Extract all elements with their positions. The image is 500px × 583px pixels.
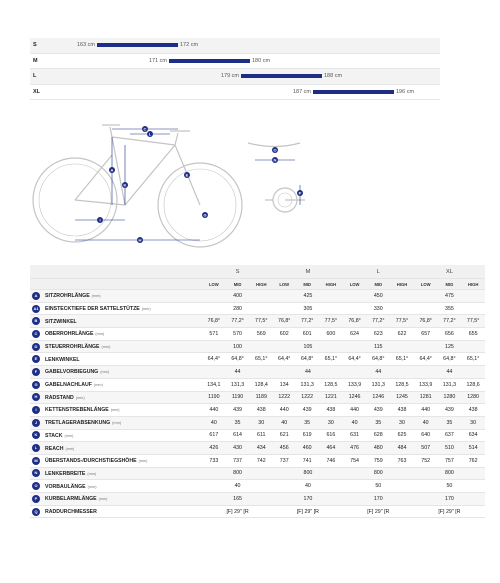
row-value: 623 [366, 328, 390, 341]
header-size-xl: XL [414, 265, 485, 279]
row-value: 35 [295, 416, 319, 429]
row-value: 50 [343, 480, 414, 493]
row-badge: M [32, 457, 40, 465]
row-value: 64,8° [295, 353, 319, 366]
row-badge: A [32, 292, 40, 300]
row-value: 65,1° [319, 353, 343, 366]
size-chart-row [30, 85, 440, 101]
size-chart [30, 38, 440, 100]
row-unit: (mm) [87, 471, 97, 476]
subheader-high: HIGH [249, 279, 273, 290]
row-value: 763 [390, 454, 414, 467]
row-value: 131,3 [366, 378, 390, 391]
row-value: [F] 29" [R [414, 505, 485, 518]
subheader-low: LOW [273, 279, 295, 290]
row-value: 640 [414, 429, 438, 442]
row-value: 77,2° [295, 315, 319, 328]
row-value: 77,5° [390, 315, 414, 328]
row-value: 484 [390, 442, 414, 455]
row-value: 125 [414, 340, 485, 353]
row-value: 100 [202, 340, 273, 353]
row-value: 440 [414, 404, 438, 417]
row-label-cell [30, 315, 202, 328]
row-value: 1245 [390, 391, 414, 404]
row-unit: (mm) [110, 408, 120, 413]
subheader-high: HIGH [390, 279, 414, 290]
row-value: 134,1 [202, 378, 226, 391]
row-value: 622 [390, 328, 414, 341]
subheader-high: HIGH [319, 279, 343, 290]
row-value: 133,9 [414, 378, 438, 391]
size-max: 172 cm [180, 42, 199, 48]
row-value: 77,5° [319, 315, 343, 328]
row-value: 76,8° [273, 315, 295, 328]
row-label-cell [30, 340, 202, 353]
size-chart-row [30, 38, 440, 54]
size-range-bar [313, 90, 394, 94]
row-badge: K [32, 431, 40, 439]
row-badge: O [32, 482, 40, 490]
row-value: 800 [202, 467, 273, 480]
size-label: M [33, 57, 38, 64]
row-value: 426 [202, 442, 226, 455]
row-value: 476 [343, 442, 367, 455]
row-value: 355 [414, 302, 485, 315]
table-header-row [30, 265, 485, 279]
header-size-s: S [202, 265, 273, 279]
row-value: 64,4° [273, 353, 295, 366]
row-name: GABELNACHLAUF [45, 382, 92, 389]
row-value: 65,1° [390, 353, 414, 366]
size-min: 187 cm [292, 88, 311, 95]
label-g: G [203, 212, 207, 218]
row-value: 619 [295, 429, 319, 442]
row-value: 657 [414, 328, 438, 341]
row-badge: Q [32, 508, 40, 516]
row-value: 569 [249, 328, 273, 341]
row-value: 280 [202, 302, 273, 315]
row-label-cell [30, 493, 202, 506]
row-unit: (mm) [64, 433, 74, 438]
row-value: 131,3 [226, 378, 250, 391]
row-value: 439 [226, 404, 250, 417]
row-value: 1222 [295, 391, 319, 404]
row-value: 305 [273, 302, 343, 315]
row-value: 456 [273, 442, 295, 455]
row-value: 1246 [366, 391, 390, 404]
row-value: 737 [273, 454, 295, 467]
row-value: 131,3 [295, 378, 319, 391]
row-name: REACH [45, 445, 64, 452]
row-badge: I [32, 406, 40, 414]
table-row [30, 480, 485, 493]
row-name: LENKWINKEL [45, 356, 80, 363]
row-name: KURBELARMLÄNGE [45, 496, 97, 503]
row-value: 439 [366, 404, 390, 417]
row-value: 170 [343, 493, 414, 506]
subheader-low: LOW [202, 279, 226, 290]
row-value: 44 [202, 366, 273, 379]
label-e: E [185, 172, 189, 178]
row-value: 439 [295, 404, 319, 417]
row-value: 757 [438, 454, 462, 467]
row-value: 759 [366, 454, 390, 467]
size-max: 196 cm [396, 88, 415, 95]
row-value: 77,2° [226, 315, 250, 328]
row-name: GABELVORBIEGUNG [45, 369, 99, 376]
row-value: 400 [202, 290, 273, 303]
row-value: 64,4° [343, 353, 367, 366]
row-value: 165 [202, 493, 273, 506]
row-value: 128,4 [249, 378, 273, 391]
label-a: A [110, 167, 114, 173]
row-value: 76,8° [414, 315, 438, 328]
table-row [30, 404, 485, 417]
row-badge: B [32, 317, 40, 325]
row-unit: (mm) [98, 497, 108, 502]
row-label-cell [30, 480, 202, 493]
row-value: 77,5° [249, 315, 273, 328]
row-unit: (mm) [141, 306, 151, 311]
row-value: 742 [249, 454, 273, 467]
row-value: 440 [202, 404, 226, 417]
row-value: 625 [390, 429, 414, 442]
table-subheader-row [30, 279, 485, 290]
row-name: OBERROHRLÄNGE [45, 331, 94, 338]
row-unit: (mm) [95, 332, 105, 337]
size-max: 180 cm [252, 57, 271, 64]
row-value: 656 [438, 328, 462, 341]
table-row [30, 429, 485, 442]
row-badge: L [32, 444, 40, 452]
row-value: 737 [226, 454, 250, 467]
size-label: XL [33, 88, 41, 95]
size-min: 179 cm [220, 73, 239, 79]
row-value: 35 [366, 416, 390, 429]
bike-geometry-diagram [0, 105, 500, 255]
table-row [30, 442, 485, 455]
row-value: 464 [319, 442, 343, 455]
row-unit: (mm) [87, 484, 97, 489]
row-value: 439 [438, 404, 462, 417]
row-value: 40 [202, 416, 226, 429]
row-value: 1222 [273, 391, 295, 404]
label-i: I [99, 217, 101, 223]
row-value: 440 [343, 404, 367, 417]
row-value: 64,8° [366, 353, 390, 366]
row-name: SITZROHRLÄNGE [45, 293, 90, 300]
handlebar [248, 143, 300, 147]
row-value: 631 [343, 429, 367, 442]
row-unit: (mm) [138, 459, 148, 464]
row-value: 570 [226, 328, 250, 341]
row-label-cell [30, 505, 202, 518]
row-value: 76,8° [343, 315, 367, 328]
label-c: C [143, 126, 147, 132]
row-badge: H [32, 393, 40, 401]
row-badge: D [32, 343, 40, 351]
row-value: 1280 [461, 391, 485, 404]
subheader-high: HIGH [461, 279, 485, 290]
table-row [30, 505, 485, 518]
size-label: L [33, 73, 37, 79]
row-value: 40 [343, 416, 367, 429]
row-label-cell [30, 467, 202, 480]
row-value: 44 [414, 366, 485, 379]
subheader-mid: MID [295, 279, 319, 290]
subheader-mid: MID [438, 279, 462, 290]
row-value: 754 [343, 454, 367, 467]
row-value: 1280 [438, 391, 462, 404]
label-k: K [123, 182, 127, 188]
row-value: 438 [249, 404, 273, 417]
row-name: RADDURCHMESSER [45, 508, 97, 515]
row-label-cell [30, 416, 202, 429]
row-value: 621 [273, 429, 295, 442]
row-value: 134 [273, 378, 295, 391]
label-p: P [298, 190, 302, 196]
header-label-cell [30, 265, 202, 279]
row-label-cell [30, 378, 202, 391]
subheader-low: LOW [414, 279, 438, 290]
row-label-cell [30, 302, 202, 315]
row-value: 746 [319, 454, 343, 467]
table-row [30, 493, 485, 506]
row-badge: N [32, 469, 40, 477]
row-unit: (mm) [100, 370, 110, 375]
row-label-cell [30, 391, 202, 404]
row-value: 475 [414, 290, 485, 303]
table-row [30, 353, 485, 366]
row-value: 40 [273, 416, 295, 429]
row-value: 655 [461, 328, 485, 341]
table-row [30, 378, 485, 391]
row-value: 35 [226, 416, 250, 429]
subheader-low: LOW [343, 279, 367, 290]
row-value: 30 [319, 416, 343, 429]
row-value: 762 [461, 454, 485, 467]
row-value: 64,8° [226, 353, 250, 366]
row-value: 438 [461, 404, 485, 417]
header-size-l: L [343, 265, 414, 279]
row-value: 438 [390, 404, 414, 417]
row-name: RADSTAND [45, 394, 74, 401]
row-unit: (mm) [75, 395, 85, 400]
row-badge: E [32, 355, 40, 363]
row-badge: F [32, 368, 40, 376]
size-min: 163 cm [76, 42, 95, 48]
row-value: 460 [295, 442, 319, 455]
table-row [30, 340, 485, 353]
size-chart-row [30, 54, 440, 70]
row-label-cell [30, 353, 202, 366]
row-value: 425 [273, 290, 343, 303]
row-value: 115 [343, 340, 414, 353]
row-value: 480 [366, 442, 390, 455]
row-value: 741 [295, 454, 319, 467]
table-row [30, 454, 485, 467]
row-value: 128,6 [461, 378, 485, 391]
row-value: 434 [249, 442, 273, 455]
label-h: H [138, 237, 142, 243]
row-value: 752 [414, 454, 438, 467]
row-value: 105 [273, 340, 343, 353]
table-row [30, 366, 485, 379]
geometry-table [30, 265, 485, 518]
row-value: 128,5 [390, 378, 414, 391]
row-unit: (mm) [101, 345, 111, 349]
row-value: 40 [202, 480, 273, 493]
row-unit: (mm) [65, 446, 75, 451]
row-value: 44 [343, 366, 414, 379]
size-max: 188 cm [324, 73, 343, 79]
row-name: STACK [45, 432, 63, 439]
size-range-bar [169, 59, 250, 63]
table-row [30, 467, 485, 480]
table-row [30, 290, 485, 303]
row-value: 64,8° [438, 353, 462, 366]
table-row [30, 302, 485, 315]
row-name: SITZWINKEL [45, 318, 77, 325]
row-value: 600 [319, 328, 343, 341]
row-name: EINSTECKTIEFE DER SATTELSTÜTZE [45, 305, 140, 312]
row-value: 64,4° [414, 353, 438, 366]
row-name: LENKERBREITE [45, 470, 86, 477]
row-value: 1246 [343, 391, 367, 404]
row-value: 440 [273, 404, 295, 417]
row-value: 514 [461, 442, 485, 455]
subheader-mid: MID [366, 279, 390, 290]
row-value: 131,3 [438, 378, 462, 391]
row-value: 601 [295, 328, 319, 341]
row-badge: C [32, 330, 40, 338]
row-name: KETTENSTREBENLÄNGE [45, 407, 109, 414]
row-value: 40 [273, 480, 343, 493]
row-unit: (mm) [91, 294, 101, 299]
row-label-cell [30, 404, 202, 417]
row-value: 628 [366, 429, 390, 442]
size-range-bar [241, 74, 322, 78]
row-value: [F] 29" [R [202, 505, 273, 518]
row-value: 40 [414, 416, 438, 429]
row-badge: A1 [33, 305, 39, 311]
row-value: 637 [438, 429, 462, 442]
row-badge: P [32, 495, 40, 503]
table-row [30, 416, 485, 429]
row-value: 170 [273, 493, 343, 506]
header-size-m: M [273, 265, 343, 279]
size-label: S [33, 42, 37, 48]
label-l: L [148, 131, 152, 137]
label-n: N [273, 157, 277, 163]
row-value: 170 [414, 493, 485, 506]
row-label-cell [30, 442, 202, 455]
row-value: 450 [343, 290, 414, 303]
row-value: 611 [249, 429, 273, 442]
row-value: 617 [202, 429, 226, 442]
row-value: [F] 29" [R [343, 505, 414, 518]
row-value: 30 [249, 416, 273, 429]
row-name: STEUERROHRLÄNGE [45, 344, 100, 350]
table-row [30, 315, 485, 328]
row-value: 50 [414, 480, 485, 493]
row-label-cell [30, 429, 202, 442]
row-value: 77,5° [461, 315, 485, 328]
row-value: 602 [273, 328, 295, 341]
row-unit: (mm) [112, 421, 121, 426]
table-row [30, 391, 485, 404]
label-o: O [273, 147, 277, 153]
row-name: VORBAULÄNGE [45, 483, 86, 490]
row-value: 77,2° [366, 315, 390, 328]
row-value: 438 [319, 404, 343, 417]
row-label-cell [30, 454, 202, 467]
row-value: 64,4° [202, 353, 226, 366]
row-name: TRETLAGERABSENKUNG [45, 420, 111, 427]
row-name: ÜBERSTANDS-/DURCHSTIEGSHÖHE [45, 458, 137, 465]
row-value: 800 [414, 467, 485, 480]
row-label-cell [30, 328, 202, 341]
row-value: 65,1° [461, 353, 485, 366]
subheader-mid: MID [226, 279, 250, 290]
row-value: 634 [461, 429, 485, 442]
row-value: 800 [343, 467, 414, 480]
row-value: 616 [319, 429, 343, 442]
row-value: 571 [202, 328, 226, 341]
row-label-cell [30, 290, 202, 303]
row-value: 35 [438, 416, 462, 429]
row-value: 507 [414, 442, 438, 455]
frame [75, 125, 200, 205]
size-min: 171 cm [148, 57, 167, 64]
row-value: 65,1° [249, 353, 273, 366]
row-value: 800 [273, 467, 343, 480]
row-value: 733 [202, 454, 226, 467]
row-value: 77,2° [438, 315, 462, 328]
row-value: 430 [226, 442, 250, 455]
row-value: 510 [438, 442, 462, 455]
row-badge: J [32, 419, 40, 427]
row-value: 133,9 [343, 378, 367, 391]
row-badge: G [32, 381, 40, 389]
row-value: 614 [226, 429, 250, 442]
row-value: 30 [461, 416, 485, 429]
size-chart-row [30, 69, 440, 85]
row-value: 44 [273, 366, 343, 379]
row-value: 1190 [226, 391, 250, 404]
row-value: 30 [390, 416, 414, 429]
row-unit: (mm) [93, 383, 103, 388]
row-value: 624 [343, 328, 367, 341]
size-range-bar [97, 43, 178, 47]
row-value: 1189 [249, 391, 273, 404]
row-value: 76,8° [202, 315, 226, 328]
row-value: [F] 29" [R [273, 505, 343, 518]
subheader-label-cell [30, 279, 202, 290]
row-value: 330 [343, 302, 414, 315]
row-value: 1221 [319, 391, 343, 404]
row-value: 128,5 [319, 378, 343, 391]
table-row [30, 328, 485, 341]
row-label-cell [30, 366, 202, 379]
row-value: 1281 [414, 391, 438, 404]
row-value: 1190 [202, 391, 226, 404]
